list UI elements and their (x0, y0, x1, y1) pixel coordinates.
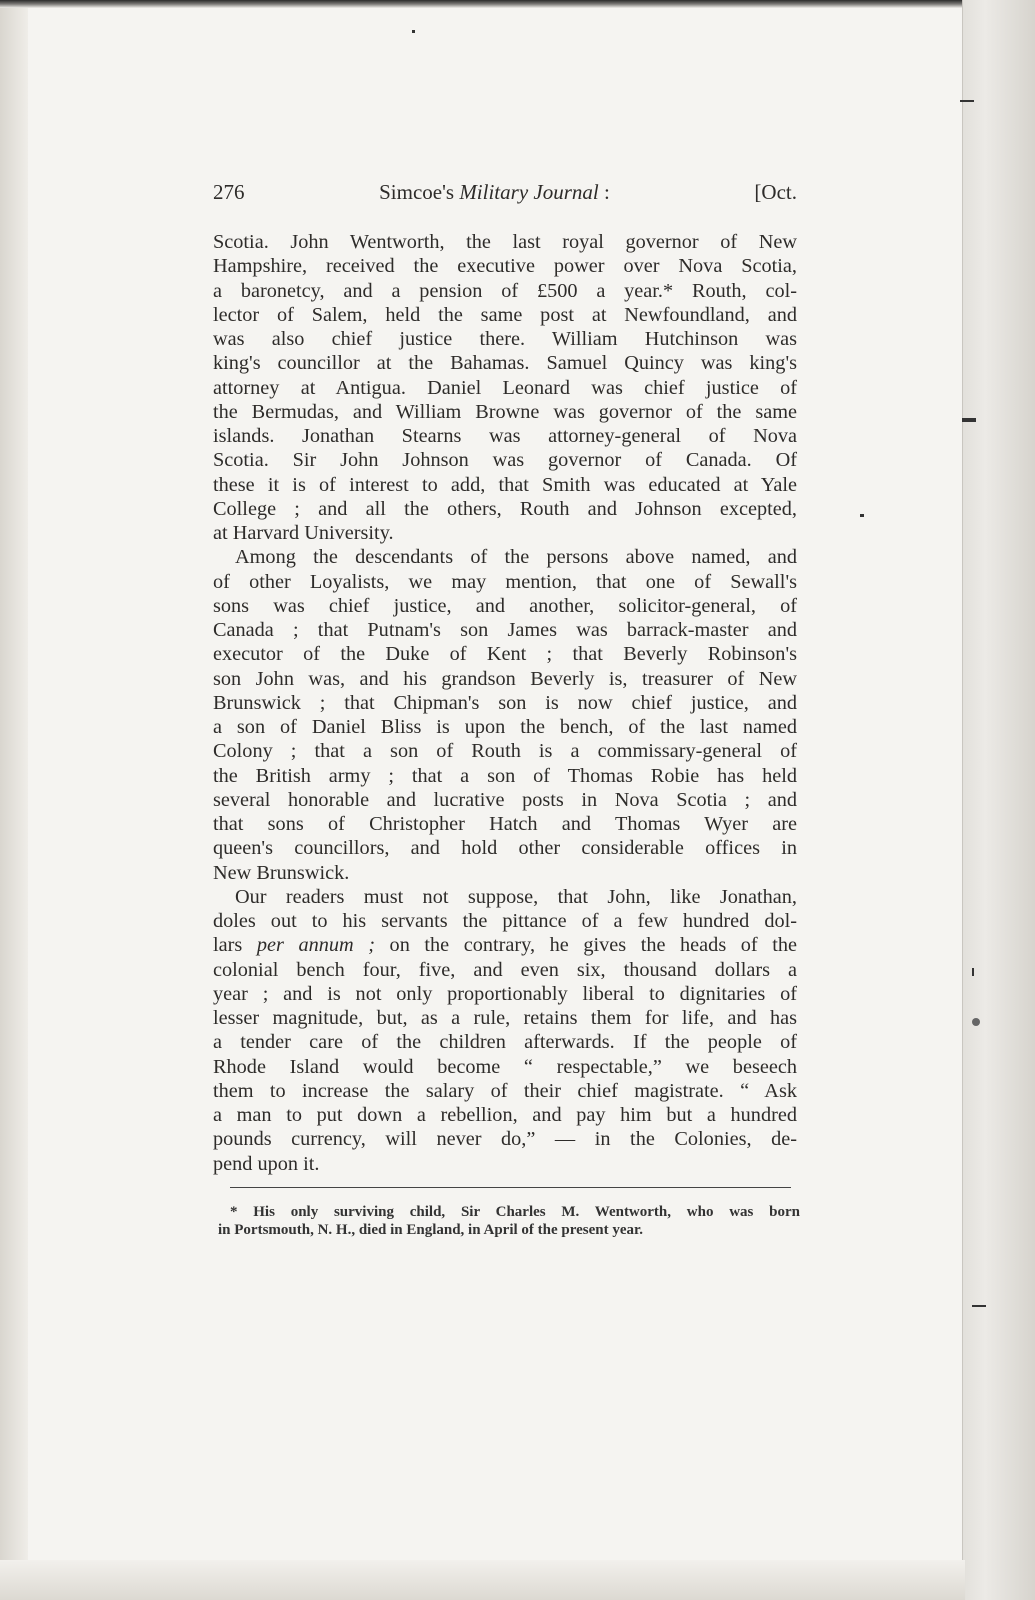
text-line: Scotia. Sir John Johnson was governor of Canada. Of (213, 449, 797, 472)
text-line: Our readers must not suppose, that John, like Jonathan, (235, 885, 797, 908)
text-line: lector of Salem, held the same post at Newfoundland, and (213, 303, 797, 326)
text-line: attorney at Antigua. Daniel Leonard was chief justice of (213, 376, 797, 399)
text-line: at Harvard University. (213, 522, 394, 544)
text-line: Colony ; that a son of Routh is a commissary-general of (213, 740, 797, 763)
text-line: a tender care of the children afterwards. If the people of (213, 1031, 797, 1054)
footnote-rule (230, 1187, 791, 1188)
paragraph (213, 230, 797, 545)
text-line: these it is of interest to add, that Smith was educated at Yale (213, 473, 797, 496)
text-line: a baronetcy, and a pension of £500 a year.* Routh, col- (213, 279, 797, 302)
page-number: 276 (213, 180, 245, 204)
text-line: colonial bench four, five, and even six, thousand dollars a (213, 958, 797, 981)
body-text (213, 230, 797, 1176)
text-line: doles out to his servants the pittance of a few hundred dol- (213, 910, 797, 932)
text-line: executor of the Duke of Kent ; that Beverly Robinson's (213, 643, 797, 666)
footnote (218, 1203, 800, 1239)
footnote-line: * His only surviving child, Sir Charles M. Wentworth, who was born (230, 1204, 800, 1220)
speck (860, 514, 864, 517)
footnote-line: in Portsmouth, N. H., died in England, in April of the present year. (218, 1222, 644, 1238)
running-title (379, 180, 610, 208)
page-bottom-edge (0, 1560, 965, 1600)
text-line: sons was chief justice, and another, solicitor-general, of (213, 594, 797, 617)
text-line: islands. Jonathan Stearns was attorney-general of Nova (213, 425, 797, 447)
text-line: of other Loyalists, we may mention, that one of Sewall's (213, 570, 797, 593)
paragraph (213, 885, 797, 1176)
title-italic: Military Journal (459, 180, 599, 204)
text-line: College ; and all the others, Routh and Johnson excepted, (213, 497, 797, 520)
text-line: king's councillor at the Bahamas. Samuel Quincy was king's (213, 352, 797, 375)
text-line: a man to put down a rebellion, and pay him but a hundred (213, 1104, 797, 1126)
text-line: queen's councillors, and hold other considerable offices in (213, 837, 797, 860)
text-line: son John was, and his grandson Beverly is, treasurer of New (213, 667, 797, 690)
text-line: Rhode Island would become “ respectable,” we beseech (213, 1055, 797, 1078)
text-line: Canada ; that Putnam's son James was barrack-master and (213, 619, 797, 641)
text-line: Hampshire, received the executive power over Nova Scotia, (213, 255, 797, 278)
text-line: them to increase the salary of their chief magistrate. “ Ask (213, 1079, 797, 1102)
italic-phrase: per annum ; (256, 934, 375, 957)
text-line: a son of Daniel Bliss is upon the bench, of the last named (213, 716, 797, 738)
title-suffix: : (598, 180, 610, 204)
title-plain: Simcoe's (379, 180, 460, 204)
text-line: New Brunswick. (213, 861, 350, 884)
text-line: the Bermudas, and William Browne was governor of the same (213, 400, 797, 423)
margin-mark (972, 968, 974, 976)
margin-mark (972, 1018, 980, 1026)
page-right-edge (962, 0, 1035, 1600)
text-line: lesser magnitude, but, as a rule, retains them for life, and has (213, 1007, 797, 1029)
running-header (213, 180, 797, 208)
text-line: that sons of Christopher Hatch and Thomas Wyer are (213, 813, 797, 835)
text-line: Scotia. John Wentworth, the last royal governor of New (213, 231, 797, 253)
text-line: lars per annum ; on the contrary, he gives the heads of the (213, 934, 798, 957)
text-line: pounds currency, will never do,” — in the Colonies, de- (213, 1128, 797, 1151)
text-line: was also chief justice there. William Hutchinson was (213, 328, 797, 350)
text-line: pend upon it. (213, 1152, 320, 1175)
margin-mark (960, 100, 974, 102)
text-line: Brunswick ; that Chipman's son is now chief justice, and (213, 691, 797, 714)
text-line: the British army ; that a son of Thomas Robie has held (213, 764, 797, 787)
page-left-edge (0, 0, 28, 1600)
margin-mark (962, 418, 976, 422)
paragraph (213, 545, 797, 885)
text-line: year ; and is not only proportionably liberal to dignitaries of (213, 982, 797, 1005)
speck (412, 30, 415, 33)
text-line: several honorable and lucrative posts in Nova Scotia ; and (213, 788, 797, 811)
text-line: Among the descendants of the persons above named, and (235, 546, 797, 569)
page-top-edge (0, 0, 1035, 8)
margin-mark (972, 1305, 986, 1307)
section-label: [Oct. (754, 180, 797, 204)
